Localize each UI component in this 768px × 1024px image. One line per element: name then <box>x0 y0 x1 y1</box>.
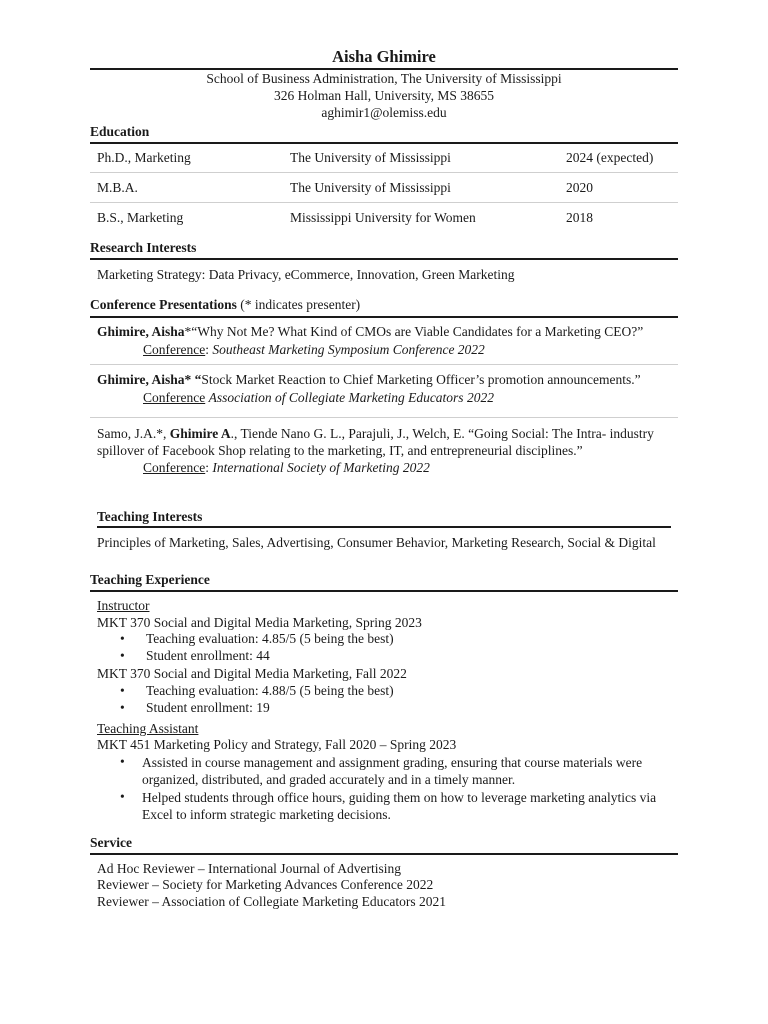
conference-item-3-author: Ghimire A <box>169 426 231 441</box>
conference-item-1-venue <box>143 342 485 358</box>
edu-degree-1: Ph.D., Marketing <box>97 150 191 165</box>
research-text: Marketing Strategy: Data Privacy, eCommerce, Innovation, Green Marketing <box>97 267 515 282</box>
contact-block <box>0 70 768 121</box>
course-1: MKT 370 Social and Digital Media Marketing, Spring 2023 <box>97 615 422 630</box>
service-item-1: Ad Hoc Reviewer – International Journal of Advertising <box>97 861 402 876</box>
email: aghimir1@olemiss.edu <box>321 105 447 120</box>
course-1-evaluation: Teaching evaluation: 4.85/5 (5 being the best) <box>146 631 394 646</box>
bullet-dot: • <box>120 648 125 663</box>
education-heading: Education <box>90 124 150 139</box>
conference-item-3-venue <box>143 460 430 476</box>
bullet-dot: • <box>120 683 125 698</box>
instructor-label: Instructor <box>97 598 150 613</box>
edu-row-divider <box>90 202 678 203</box>
conference-item-3-name: International Society of Marketing 2022 <box>212 460 430 475</box>
conference-item-2-line <box>97 372 641 388</box>
conference-label: Conference <box>143 460 206 475</box>
teaching-experience-heading: Teaching Experience <box>90 572 210 587</box>
course-2: MKT 370 Social and Digital Media Marketing, Fall 2022 <box>97 666 407 681</box>
research-rule <box>90 258 678 260</box>
course-3-duty-2: Helped students through office hours, guiding them on how to leverage marketing analytics via Excel to inform strategic marketing decisions. <box>142 790 657 822</box>
teaching-experience-rule <box>90 590 678 592</box>
edu-year-3: 2018 <box>566 210 593 225</box>
conference-rule <box>90 316 678 318</box>
edu-row-divider <box>90 172 678 173</box>
teaching-interests-heading: Teaching Interests <box>97 509 203 524</box>
education-rule <box>90 142 678 144</box>
conference-item-2-title: Stock Market Reaction to Chief Marketing Officer’s promotion announcements.” <box>201 372 641 387</box>
edu-degree-3: B.S., Marketing <box>97 210 184 225</box>
conference-label: Conference <box>143 342 206 357</box>
course-2-evaluation: Teaching evaluation: 4.88/5 (5 being the best) <box>146 683 394 698</box>
conference-item-1-author-mark: * <box>184 324 192 339</box>
conference-item-3-author-post: ., Tiende Nano G. L., Parajuli, J., Welch, E. “Going Social: The Intra- industry <box>230 426 654 441</box>
bullet-dot: • <box>120 700 125 715</box>
conference-divider <box>90 417 678 418</box>
service-item-2: Reviewer – Society for Marketing Advances Conference 2022 <box>97 877 434 892</box>
conference-item-1-author: Ghimire, Aisha <box>97 324 185 339</box>
address-line-2: 326 Holman Hall, University, MS 38655 <box>274 88 494 103</box>
service-item-3: Reviewer – Association of Collegiate Marketing Educators 2021 <box>97 894 447 909</box>
conference-heading-title: Conference Presentations <box>90 297 237 312</box>
bullet-dot: • <box>120 789 125 804</box>
course-3: MKT 451 Marketing Policy and Strategy, Fall 2020 – Spring 2023 <box>97 737 457 752</box>
edu-degree-2: M.B.A. <box>97 180 138 195</box>
cv-name: Aisha Ghimire <box>332 47 436 66</box>
teaching-interests-rule <box>97 526 671 528</box>
conference-item-2-venue <box>143 390 494 406</box>
edu-school-2: The University of Mississippi <box>290 180 451 195</box>
conference-item-2-author: Ghimire, Aisha* “ <box>97 372 202 387</box>
conference-sep: : <box>205 460 213 475</box>
course-3-duty-1: Assisted in course management and assignment grading, ensuring that course materials were organized, distributed, and graded accurately and in a timely manner. <box>142 755 643 787</box>
edu-school-1: The University of Mississippi <box>290 150 451 165</box>
bullet-dot: • <box>120 754 125 769</box>
address-line-1: School of Business Administration, The University of Mississippi <box>206 71 562 86</box>
conference-item-3-author-pre: Samo, J.A.*, <box>97 426 170 441</box>
edu-school-3: Mississippi University for Women <box>290 210 476 225</box>
course-1-enrollment: Student enrollment: 44 <box>146 648 270 663</box>
edu-year-2: 2020 <box>566 180 593 195</box>
conference-divider <box>90 364 678 365</box>
service-heading: Service <box>90 835 132 850</box>
research-heading: Research Interests <box>90 240 197 255</box>
conference-item-1-title: “Why Not Me? What Kind of CMOs are Viable Candidates for a Marketing CEO?” <box>191 324 644 339</box>
edu-year-1: 2024 (expected) <box>566 150 654 165</box>
conference-item-3-line-1 <box>97 426 654 442</box>
course-2-enrollment: Student enrollment: 19 <box>146 700 270 715</box>
conference-heading-note: (* indicates presenter) <box>240 297 361 312</box>
conference-item-3-line-2: spillover of Facebook Shop relating to the marketing, IT, and entrepreneurial disciplines.” <box>97 443 583 458</box>
service-rule <box>90 853 678 855</box>
conference-item-1-name: Southeast Marketing Symposium Conference 2022 <box>212 342 485 357</box>
conference-sep: : <box>205 342 213 357</box>
teaching-interests-text: Principles of Marketing, Sales, Advertising, Consumer Behavior, Marketing Research, Social & Digital <box>97 535 656 550</box>
conference-item-1-line <box>97 324 643 340</box>
bullet-dot: • <box>120 631 125 646</box>
conference-item-2-name: Association of Collegiate Marketing Educators 2022 <box>208 390 494 405</box>
conference-heading <box>90 297 360 313</box>
conference-label: Conference <box>143 390 206 405</box>
ta-label: Teaching Assistant <box>97 721 199 736</box>
